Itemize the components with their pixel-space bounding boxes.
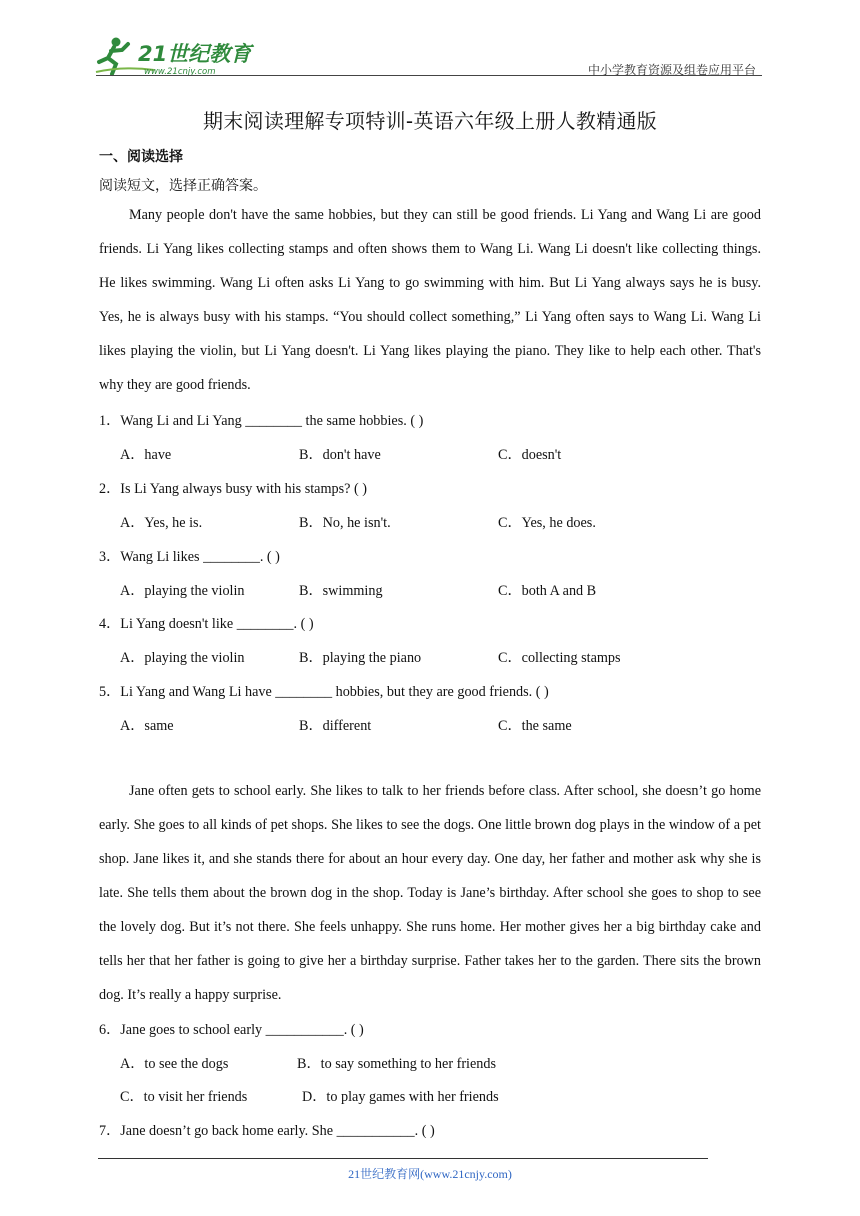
q3-option-a: A．playing the violin bbox=[120, 583, 245, 599]
reading-passage-2: Jane often gets to school early. She likes to talk to her friends before class. After school, she doesn’t go home early. She goes to all kinds of pet shops. She likes to see the dogs. One little brown dog plays in the window of a pet shop. Jane likes it, and she stands there for about an hour every day. One day, her father and mother ask why she is late. She tells them about the brown dog in the shop. Today is Jane’s birthday. After school she goes to shop to see the lovely dog. But it’s not there. She feels unhappy. She runs home. Her mother gives her a big birthday cake and tells her that her father is going to give her a birthday surprise. Father takes her to the garden. There sits the brown dog. It’s really a happy surprise. bbox=[99, 783, 761, 1003]
q5-option-b: B．different bbox=[299, 718, 372, 734]
logo-text: 21世纪教育 bbox=[138, 42, 252, 66]
q4-option-a: A．playing the violin bbox=[120, 650, 245, 666]
footer-divider bbox=[98, 1158, 708, 1159]
platform-name: 中小学教育资源及组卷应用平台 bbox=[587, 63, 756, 77]
question-1: 1．Wang Li and Li Yang ________ the same hobbies. ( ) bbox=[99, 413, 424, 429]
q3-option-b: B．swimming bbox=[299, 583, 383, 599]
question-7: 7．Jane doesn’t go back home early. She ___________. ( ) bbox=[99, 1123, 435, 1139]
q5-option-c: C．the same bbox=[498, 718, 572, 734]
logo-url: www.21cnjy.com bbox=[144, 67, 216, 77]
q6-option-b: B．to say something to her friends bbox=[297, 1056, 496, 1072]
footer-link[interactable]: 21世纪教育网(www.21cnjy.com) bbox=[348, 1167, 512, 1181]
section-heading: 一、阅读选择 bbox=[99, 149, 183, 165]
reading-passage-1: Many people don't have the same hobbies, but they can still be good friends. Li Yang and Wang Li are good friends. Li Yang likes collecting stamps and often shows them to Wang Li. Wang Li doesn't like collecting things. He likes swimming. Wang Li often asks Li Yang to go swimming with him. But Li Yang always says he is busy. Yes, he is always busy with his stamps. “You should collect something,” Li Yang often says to Wang Li. Wang Li likes playing the violin, but Li Yang doesn't. Li Yang likes playing the piano. They like to help each other. That's why they are good friends. bbox=[99, 207, 761, 393]
header-divider bbox=[96, 75, 762, 76]
q6-option-d: D．to play games with her friends bbox=[302, 1089, 499, 1105]
q1-option-a: A．have bbox=[120, 447, 172, 463]
question-3: 3．Wang Li likes ________. ( ) bbox=[99, 549, 280, 565]
q1-option-b: B．don't have bbox=[299, 447, 381, 463]
q4-option-b: B．playing the piano bbox=[299, 650, 422, 666]
q2-option-b: B．No, he isn't. bbox=[299, 515, 391, 531]
q1-option-c: C．doesn't bbox=[498, 447, 562, 463]
q6-option-c: C．to visit her friends bbox=[120, 1089, 248, 1105]
q3-option-c: C．both A and B bbox=[498, 583, 597, 599]
q6-option-a: A．to see the dogs bbox=[120, 1056, 229, 1072]
q5-option-a: A．same bbox=[120, 718, 174, 734]
page-title: 期末阅读理解专项特训-英语六年级上册人教精通版 bbox=[202, 109, 658, 133]
question-2: 2．Is Li Yang always busy with his stamps? ( ) bbox=[99, 481, 367, 497]
instruction-text: 阅读短文，选择正确答案。 bbox=[99, 178, 267, 194]
q2-option-c: C．Yes, he does. bbox=[498, 515, 596, 531]
q2-option-a: A．Yes, he is. bbox=[120, 515, 203, 531]
question-5: 5．Li Yang and Wang Li have ________ hobbies, but they are good friends. ( ) bbox=[99, 684, 549, 700]
question-4: 4．Li Yang doesn't like ________. ( ) bbox=[99, 616, 314, 632]
q4-option-c: C．collecting stamps bbox=[498, 650, 621, 666]
question-6: 6．Jane goes to school early ___________. ( ) bbox=[99, 1022, 364, 1038]
site-logo bbox=[94, 32, 274, 78]
